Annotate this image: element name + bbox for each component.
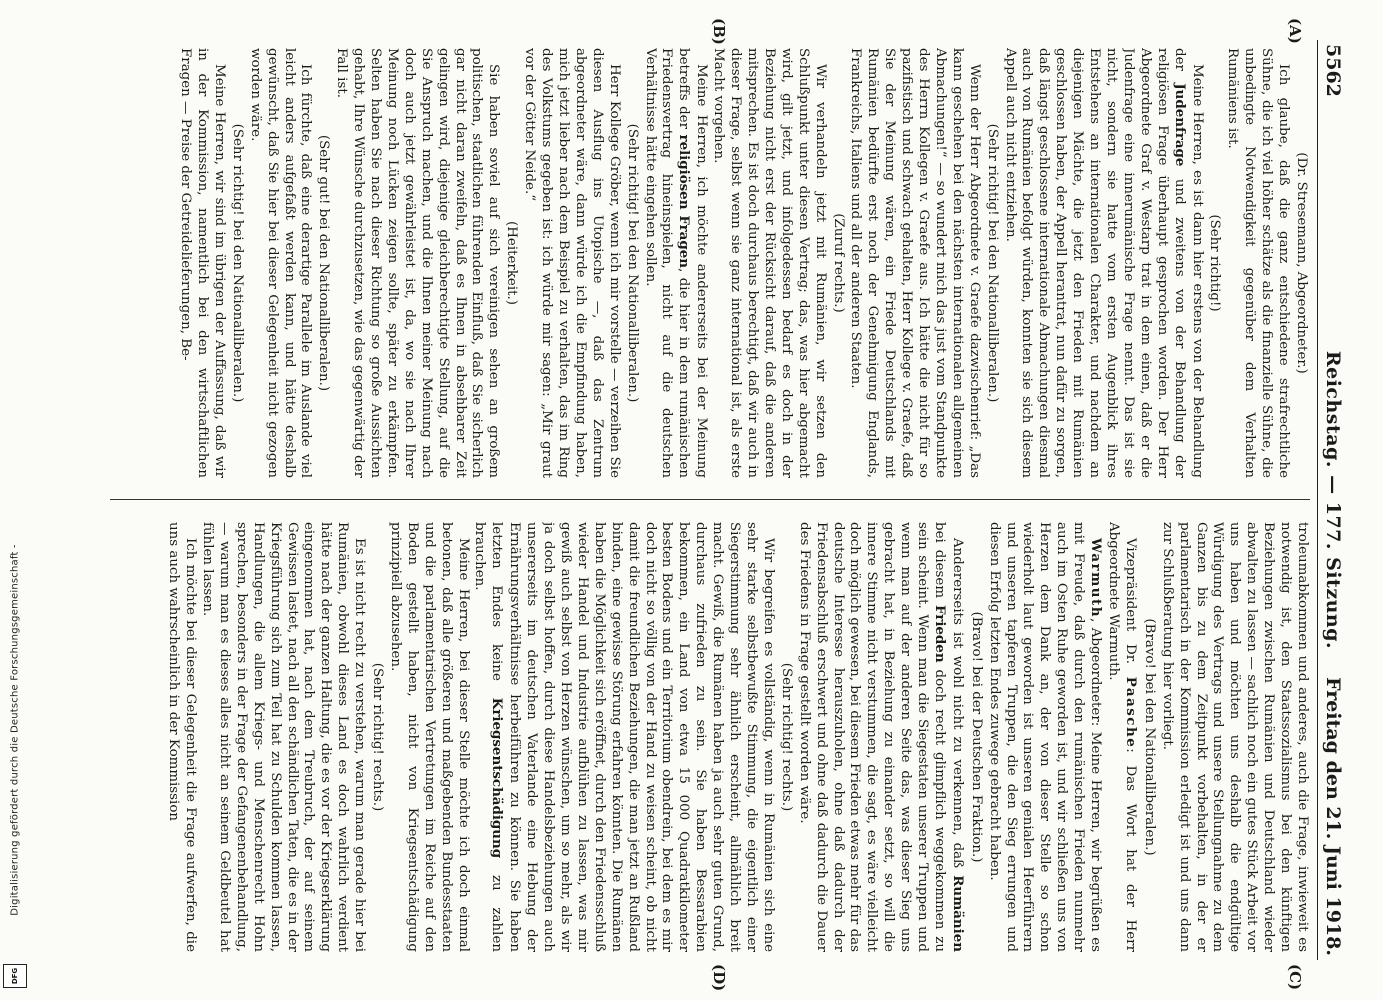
paragraph: Meine Herren, bei dieser Stelle möchte ich doch einmal betonen, daß alle größeren und maßgebenden Bundesstaaten und die parlamentarischen Vertretungen im Reiche auf den Boden gestellt haben, nicht von Kriegsentschädigung prinzipiell abzusehen. — [387, 522, 471, 952]
speaker-attribution: (Dr. Stresemann, Abgeordneter.) — [1294, 152, 1309, 374]
margin-marker-c: (C) — [1286, 964, 1304, 991]
margin-marker-a: (A) — [1286, 18, 1304, 44]
right-column — [90, 522, 1310, 952]
interjection: (Sehr richtig!) — [1207, 214, 1223, 312]
interjection: (Sehr gut! bei den Nationalliberalen.) — [316, 134, 332, 392]
interjection: (Bravo! bei der Deutschen Fraktion.) — [968, 611, 984, 863]
paragraph: Wir begreifen es vollständig, wenn in Rumänien sich eine sehr starke selbstbewußte Stimmung, die eigentlich einer Siegerstimmung sehr ähnlich erscheint, allmählich breit macht. Gewiß, die Rumänen haben ja auch sehr guten Grund, durchaus zufrieden zu sein. Sie haben Bessarabien bekommen, ein Land von etwa 15 000 Quadratkilometer besten Bodens und ein Territorium obendrein, bei dem es mir doch nicht so völlig von der Hand zu weisen scheint, ob nicht damit die freundlichen Beziehungen, die man jetzt an Rußland binden, eine gewisse Störung erfahren könnten. Die Rumänen haben die Möglichkeit sich eröffnet, durch den Friedensschluß wieder Handel und Industrie aufblühen zu lassen, was mir gewiß auch selbst von Herzen wünschen, um so mehr, als wir ja doch selbst hoffen, durch diese Handelsbeziehungen auch unsererseits im deutschen Vaterlande eine Hebung der Ernährungsverhältnisse herbeiführen zu können. Sie haben letzten Endes keine Kriegsentschädigung zu zahlen brauchen. — [472, 522, 776, 952]
interjection: (Sehr richtig! bei den Nationalliberalen.) — [624, 123, 640, 403]
rotated-page — [78, 18, 1348, 992]
paragraph: Wir verhandeln jetzt mit Rumänien, wir setzen den Schlußpunkt unter diesen Vertrag; das, was hier abgemacht wird, gilt jetzt, und infolgedessen bedarf es doch in der Beziehung nicht erst der Rücksicht darauf, daß die anderen mitsprechen. Es ist doch durchaus berechtigt, daß wir auch in dieser Frage, selbst wenn sie ganz international ist, als erste Macht vorgehen. — [711, 48, 828, 478]
interjection: (Zuruf rechts.) — [830, 213, 846, 313]
paragraph: Meine Herren, ich möchte andererseits bei der Meinung betreffs der religiösen Fragen, die hier in dem rumänischen Friedensvertrag hineinspielen, nicht auf die deutschen Verhältnisse hätte eingehen sollen. — [642, 48, 710, 478]
paragraph: Ich möchte bei dieser Gelegenheit die Frage aufwerfen, die uns auch wahrscheinlich in der Kommission — [166, 522, 199, 952]
column-divider — [110, 499, 1310, 500]
paragraph: Andererseits ist wohl nicht zu verkennen, daß Rumänien bei diesem Frieden doch recht glimpflich weggekommen zu sein scheint. Wenn man die Siegestaten unserer Truppen und wenn man auf der anderen Seite das, was dieser Sieg uns gebracht hat, in Beziehung zu einander setzt, so will die innere Stimme nicht verstummen, die sagt, es wäre vielleicht doch möglich gewesen, bei diesem Frieden etwas mehr für das deutsche Interesse herauszuholen, ohne daß dadurch der Friedensabschluß erschwert und ohne daß dadurch die Dauer des Friedens in Frage gestellt worden wäre. — [796, 522, 966, 952]
speaker-name: Paasche — [1122, 676, 1139, 749]
paragraph: Sie haben soviel auf sich vereinigen sehen an großem politischen, staatlichen führenden Einfluß, daß Sie sicherlich gar nicht daran zweifeln, daß es Ihnen in absehbarer Zeit gelingen wird, diejenige gleichberechtigte Stellung, auf die Sie Anspruch machen, und die Ihnen meiner Meinung nach doch auch jetzt gewährleistet ist, da, wo sie nach Ihrer Meinung noch Lücken zeigen sollte, später zu erkämpfen. Selten haben Sie nach dieser Richtung so große Aussichten gehabt, Ihre Wünsche durchzusetzen, wie das gegenwärtig der Fall ist. — [334, 48, 502, 478]
funding-credit: Digitalisierung gefördert durch die Deutsche Forschungsgemeinschaft - — [9, 544, 21, 916]
paragraph: Meine Herren, wir sind im übrigen der Auffassung, daß wir in der Kommission, namentlich bei den wirtschaftlichen Fragen — Preise der Getreidelieferungen, Be- — [178, 48, 227, 478]
interjection: (Heiterkeit.) — [504, 221, 520, 305]
paragraph: Es ist nicht recht zu verstehen, warum man gerade hier bei Rumänien, obwohl dieses Land es doch wahrlich verdient hätte nach der ganzen Haltung, die es vor der Kriegserklärung eingenommen hat, nach dem Treubruch, der auf seinem Gewissen lastet, nach all den schändlichen Taten, die es in der Kriegsführung sich zum Teil hat zu Schulden kommen lassen, Handlungen, die allem Kriegs- und Menschenrecht Hohn sprechen, besonders in der Frage der Gefangenenbehandlung, — warum man es dieses alles nicht an seinem Geldbeutel hat fühlen lassen. — [200, 522, 368, 952]
page-number: 5562 — [1322, 44, 1344, 97]
paragraph: Warmuth, Abgeordneter: Meine Herren, wir begrüßen es mit Freude, daß durch den rumänischen Frieden nunmehr auch im Osten Ruhe geworden ist, und wir schließen uns von Herzen dem Dank an, der von dieser Stelle so schon wiederholt laut geworden ist unseren genialen Heerführern und unseren tapferen Truppen, die den Sieg errungen und diesen Erfolg letzten Endes zuwege gebracht haben. — [986, 522, 1105, 952]
paragraph: troleumabkommen und anderes, auch die Frage, inwieweit es notwendig ist, den Staatssozialismus bei den künftigen Beziehungen zwischen Rumänien und Deutschland wieder abwalten zu lassen — sachlich noch ein gutes Stück Arbeit vor uns haben und möchten uns deshalb die endgültige Würdigung des Vertrags und unsere Stellungnahme zu dem Ganzen bis zu dem Zeitpunkt vorbehalten, in der er parlamentarisch in der Kommission erledigt ist und uns dann zur Schlußberatung hier vorliegt. — [1159, 522, 1310, 952]
emphasis: Frieden — [931, 605, 948, 663]
speaker-name: Warmuth — [1088, 538, 1105, 618]
margin-marker-b: (B) — [710, 18, 728, 45]
paragraph: Vizepräsident Dr. Paasche: Das Wort hat der Herr Abgeordnete Warmuth. — [1106, 522, 1139, 952]
interjection: (Sehr richtig! bei den Nationalliberalen.) — [984, 123, 1000, 403]
margin-marker-d: (D) — [710, 964, 728, 992]
interjection: (Sehr richtig! rechts.) — [778, 662, 794, 812]
session-date: Freitag den 21. Juni 1918. — [1322, 677, 1344, 956]
emphasis: Rumänien — [949, 875, 966, 952]
paragraph: Meine Herren, es ist dann hier erstens von der Behandlung der Judenfrage und zweitens von der Behandlung der religiösen Frage überhaupt gesprochen worden. Der Herr Abgeordnete Graf v. Westarp trat in dem einen, daß er die Judenfrage eine innerumänische Frage nennt. Das ist sie nicht, sondern sie hatte vom ersten Augenblick ihres Entstehens an internationalen Charakter, und nachdem an diejenigen Mächte, die jetzt den Frieden mit Rumänien geschlossen haben, der Appell herantrat, nun dafür zu sorgen, daß längst geschlossene internationale Abmachungen diesmal auch von Rumänien befolgt würden, konnten sie sich diesem Appell auch nicht entziehen. — [1002, 48, 1205, 478]
paragraph: Herr Kollege Gröber, wenn ich mir vorstelle — verzeihen Sie diesen Ausflug ins Utopische —, daß das Zentrum abgeordneter wäre, dann würde ich die Empfindung haben, mich jetzt lieber nach dem Beispiel zu verhalten, das im Ring des Volkstums gegeben ist: ich würde mir sagen: „Mir graut vor der Götter Neide.“ — [522, 48, 622, 478]
paragraph: Ich glaube, daß die ganz entschiedene strafrechtliche Sühne, die ich viel höher schätze als die finanzielle Sühne, die unbedingte Notwendigkeit gegenüber dem Verhalten Rumäniens ist. — [1225, 48, 1292, 478]
page-header — [1317, 40, 1348, 960]
paragraph: Ich fürchte, daß eine derartige Parallele im Auslande viel leicht anders aufgefaßt werden kann, und hätte deshalb gewünscht, daß Sie hier bei dieser Gelegenheit nicht gezogen worden wäre. — [247, 48, 314, 478]
running-head: Reichstag. — 177. Sitzung. — [1322, 350, 1344, 650]
emphasis: religiösen Fragen — [676, 134, 693, 268]
left-column — [90, 48, 1310, 478]
digitization-footer — [0, 0, 30, 1000]
emphasis: Judenfrage — [1171, 83, 1188, 167]
interjection: (Bravo! bei den Nationalliberalen.) — [1141, 618, 1157, 856]
interjection: (Sehr richtig! bei den Nationalliberalen.) — [229, 123, 245, 403]
dfg-logo: DFG — [3, 964, 27, 988]
paragraph: Wenn der Herr Abgeordnete v. Graefe dazwischenrief: „Das kann geschehen bei den nächsten internationalen allgemeinen Abmachungen!“ — so wundert mich das just vom Standpunkte des Herrn Kollegen v. Graefe aus. Ich hätte die nicht für so pazifistisch und schwach gehalten, Herr Kollege v. Graefe, daß Sie der Meinung wären, ein Friede Deutschlands mit Rumänien bedürfte erst noch der Genehmigung Englands, Frankreichs, Italiens und all der anderen Staaten. — [848, 48, 982, 478]
emphasis: Kriegsentschädigung — [489, 697, 506, 859]
interjection: (Sehr richtig! rechts.) — [370, 662, 386, 812]
